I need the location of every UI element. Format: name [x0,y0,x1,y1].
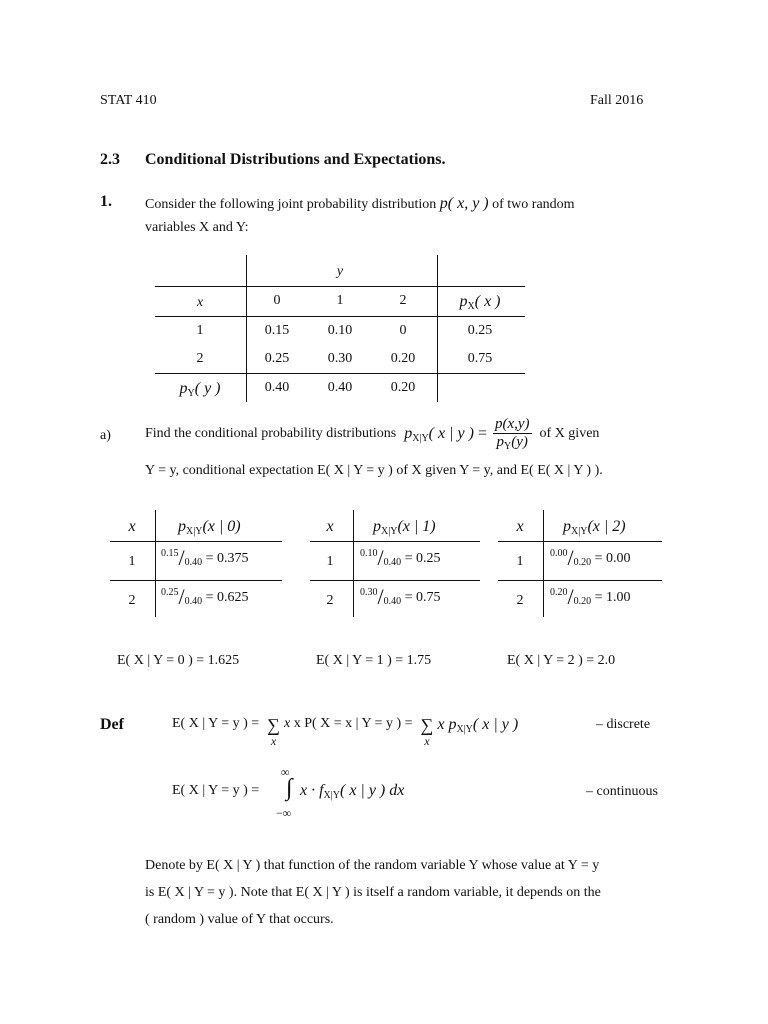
course-name: STAT 410 [100,93,157,108]
expectation-y2: E( X | Y = 2 ) = 2.0 [507,653,616,668]
cond-x-header: x [516,518,524,535]
section-title: Conditional Distributions and Expectations. [145,151,446,168]
joint-table-hline-1 [155,286,525,287]
sum-sign: ∑ x [420,715,434,748]
part-a-label: a) [100,428,111,443]
int-upper-limit: ∞ [281,765,290,779]
joint-cell: 0.25 [264,351,290,366]
term: Fall 2016 [590,93,644,108]
continuous-note: – continuous [586,784,658,799]
cond-table-hline [310,541,480,542]
cond-row-x: 2 [516,593,524,608]
joint-cell: 0.10 [327,323,353,338]
joint-cell: 0.30 [327,351,353,366]
cond-value: $^{0.30}/_{0.40} = 0.75$ [360,584,441,609]
intro-pxy: p( x, y ) [439,195,489,212]
cond-table-hline [110,580,282,581]
def-continuous-lhs: E( X | Y = y ) = [172,783,260,798]
problem-number: 1. [100,193,112,210]
expectation-y1: E( X | Y = 1 ) = 1.75 [316,653,432,668]
closing-line-3: ( random ) value of Y that occurs. [145,912,334,927]
problem-intro [145,195,575,213]
frac-denominator: $p_Y(y)$ [496,434,528,452]
int-lower-limit: −∞ [276,806,292,820]
cond-x-header: x [326,518,334,535]
cond-row-x: 2 [326,593,334,608]
closing-line-1: Denote by E( X | Y ) that function of the random variable Y whose value at Y = y [145,858,600,873]
joint-cell: 0.15 [264,323,290,338]
def-lhs: E( X | Y = y ) = [172,716,260,731]
joint-cell: 0.20 [390,351,416,366]
joint-row-x: 2 [196,351,204,366]
joint-py-value: 0.40 [327,380,353,395]
expectation-y0: E( X | Y = 0 ) = 1.625 [117,653,240,668]
cond-table-vline [353,510,354,617]
joint-px-value: 0.75 [467,351,493,366]
joint-y-value: 2 [399,293,407,308]
cond-pmf-header: $p_{X|Y}(x$ | 0) [178,518,241,537]
def-continuous-body: $x \cdot f_{X|Y}$( x | y ) dx [300,782,405,801]
closing-line-2: is E( X | Y = y ). Note that E( X | Y ) is itself a random variable, it depends on the [145,885,601,900]
joint-table-vline-left [246,255,247,402]
sum-index: x [270,734,277,748]
cond-row-x: 1 [516,554,524,569]
joint-py-value: 0.40 [264,380,290,395]
cond-value: $^{0.15}/_{0.40} = 0.375$ [161,545,249,570]
def-discrete-tail: x $p_{X|Y}$( x | y ) [437,716,519,735]
def-middle: x x P( X = x | Y = y ) = [284,716,413,731]
cond-table-hline [498,580,662,581]
part-a-ofx-text: of X given [539,426,600,441]
cond-x-header: x [128,518,136,535]
cond-pmf-symbol: $p_{X|Y}$( x | y ) = [404,424,487,444]
part-a-find-text: Find the conditional probability distributions [145,426,397,441]
joint-table-vline-right [437,255,438,402]
def-discrete-formula [172,716,518,748]
discrete-note: – discrete [596,717,651,732]
joint-py-sub: Y [187,388,195,399]
section-number: 2.3 [100,151,120,168]
integral-sign: ∫ [286,775,293,801]
cond-row-x: 2 [128,593,136,608]
def-label: Def [100,716,124,733]
cond-table-hline [310,580,480,581]
joint-y-value: 0 [273,293,281,308]
cond-pmf-fraction [493,416,532,452]
cond-table-vline [543,510,544,617]
cond-pmf-header: $p_{X|Y}(x$ | 1) [373,518,436,537]
joint-px-sub: X [467,301,475,312]
joint-y-value: 1 [336,293,344,308]
joint-px-header: $p_X$( x ) [459,293,501,312]
cond-value: $^{0.20}/_{0.20} = 1.00$ [550,584,631,609]
part-a-line2: Y = y, conditional expectation E( X | Y = y ) of X given Y = y, and E( E( X | Y ) ). [145,463,603,478]
joint-py-header: $p_Y$( y ) [179,380,221,399]
frac-numerator: p(x,y) [494,416,530,432]
joint-cell: 0 [399,323,407,338]
joint-row-x: 1 [196,323,204,338]
joint-x-label: x [196,295,204,310]
cond-table-vline [155,510,156,617]
cond-row-x: 1 [326,554,334,569]
joint-py-value: 0.20 [390,380,416,395]
problem-intro-line2: variables X and Y: [145,220,249,235]
sum-index: x [424,734,430,748]
cond-value: $^{0.25}/_{0.40} = 0.625$ [161,584,249,609]
part-a-line1 [145,414,599,454]
cond-table-hline [110,541,282,542]
joint-y-label: y [336,264,344,279]
cond-value: $^{0.00}/_{0.20} = 0.00$ [550,545,631,570]
sum-sign: ∑ x [267,715,280,748]
intro-text-b: of two random [492,197,575,212]
cond-row-x: 1 [128,554,136,569]
joint-table-hline-2 [155,316,525,317]
joint-px-value: 0.25 [467,323,493,338]
cond-table-hline [498,541,662,542]
cond-value: $^{0.10}/_{0.40} = 0.25$ [360,545,441,570]
intro-text-a: Consider the following joint probability distribution [145,197,437,212]
joint-table-hline-3 [155,373,525,374]
cond-pmf-header: $p_{X|Y}(x$ | 2) [563,518,626,537]
